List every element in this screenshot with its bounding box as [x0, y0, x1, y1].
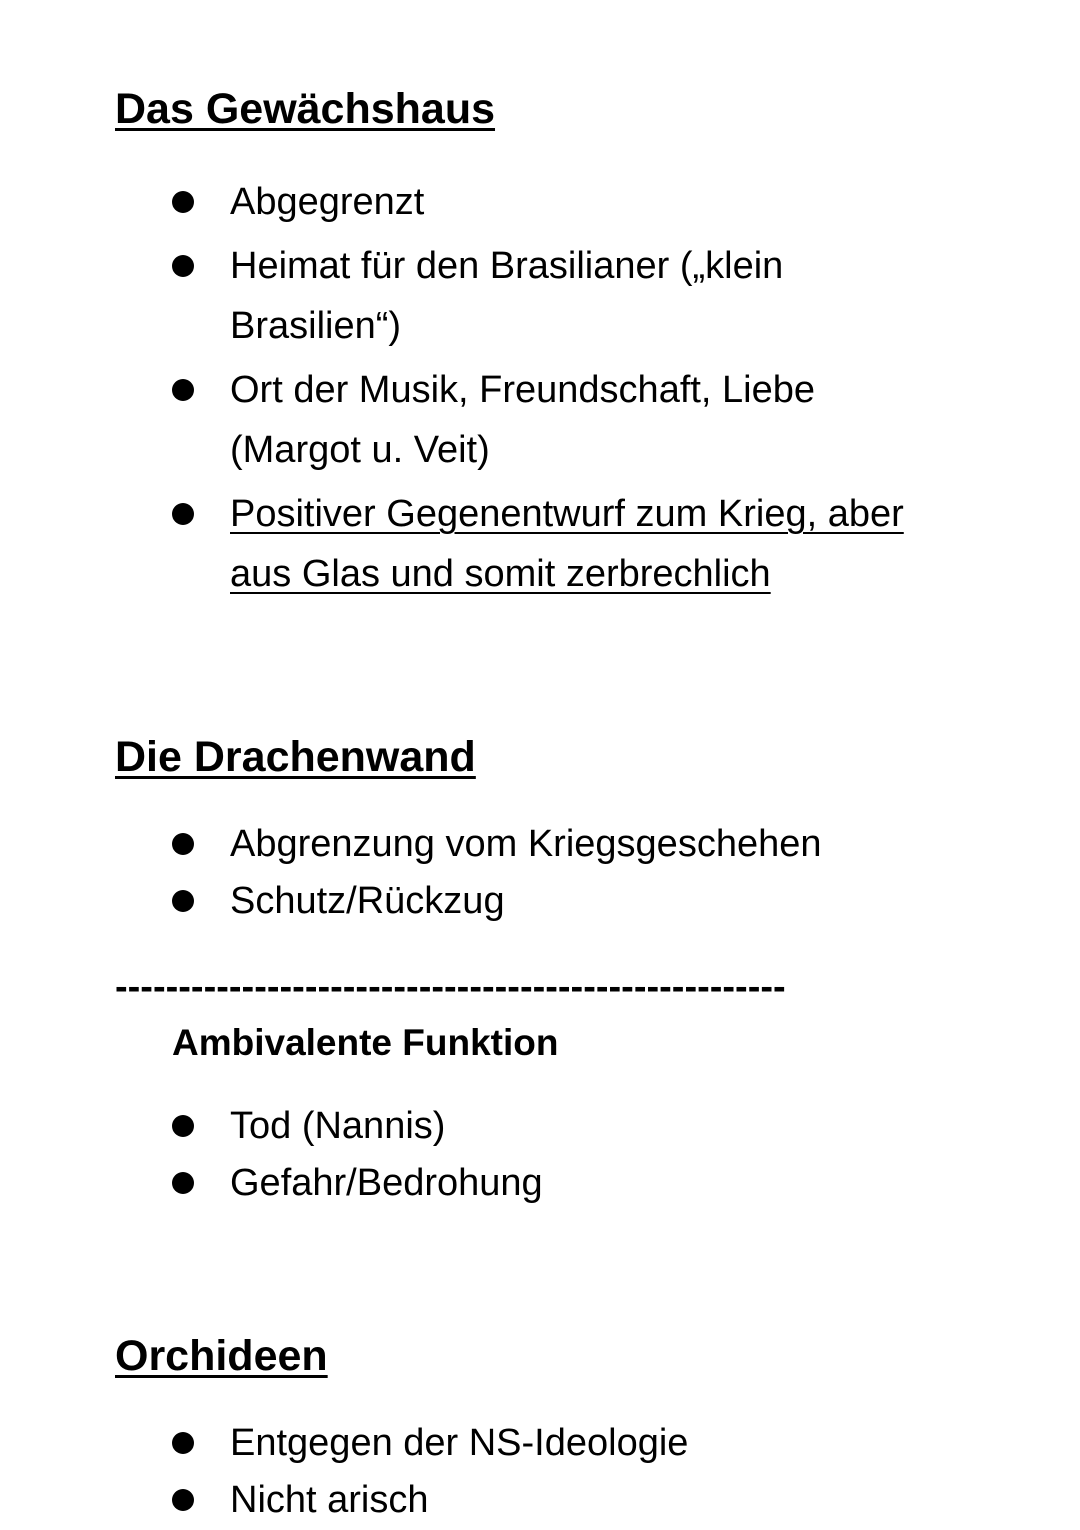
list-item [0, 360, 1000, 480]
list-item-text: Gefahr/Bedrohung [230, 1162, 543, 1204]
list-item-text: Tod (Nannis) [230, 1105, 446, 1147]
list-ambivalente-funktion [0, 1096, 1000, 1213]
bullet-icon [172, 255, 194, 277]
list-item [0, 814, 1000, 874]
list-item [0, 871, 1000, 931]
list-item-text: Abgegrenzt [230, 181, 425, 223]
heading-gewaechshaus: Das Gewächshaus [115, 85, 496, 133]
list-gewaechshaus [0, 172, 1000, 604]
subheading-ambivalente-funktion: Ambivalente Funktion [172, 1022, 559, 1063]
list-item [0, 1470, 1000, 1530]
list-item [0, 236, 1000, 356]
list-item-text: Schutz/Rückzug [230, 880, 505, 922]
list-item [0, 1413, 1000, 1473]
heading-drachenwand: Die Drachenwand [115, 733, 476, 781]
list-item [0, 1096, 1000, 1156]
list-orchideen [0, 1413, 1000, 1530]
bullet-icon [172, 1172, 194, 1194]
list-item-text: Nicht arisch [230, 1479, 429, 1521]
bullet-icon [172, 191, 194, 213]
heading-orchideen: Orchideen [115, 1332, 328, 1380]
bullet-icon [172, 890, 194, 912]
bullet-icon [172, 833, 194, 855]
list-item-text-underlined: Positiver Gegenentwurf zum Krieg, aber aus Glas und somit zerbrechlich [230, 493, 904, 595]
bullet-icon [172, 1115, 194, 1137]
bullet-icon [172, 379, 194, 401]
list-item [0, 1153, 1000, 1213]
list-item-text: Abgrenzung vom Kriegsgeschehen [230, 823, 822, 865]
dashed-divider: ----------------------------------------------------- [115, 966, 786, 1008]
list-item [0, 172, 1000, 232]
list-drachenwand [0, 814, 1000, 931]
bullet-icon [172, 1489, 194, 1511]
list-item-text: Ort der Musik, Freundschaft, Liebe (Margot u. Veit) [230, 369, 816, 471]
bullet-icon [172, 1432, 194, 1454]
list-item-text: Heimat für den Brasilianer („klein Brasilien“) [230, 245, 784, 347]
list-item [0, 484, 1000, 604]
list-item-text: Entgegen der NS-Ideologie [230, 1422, 689, 1464]
bullet-icon [172, 503, 194, 525]
